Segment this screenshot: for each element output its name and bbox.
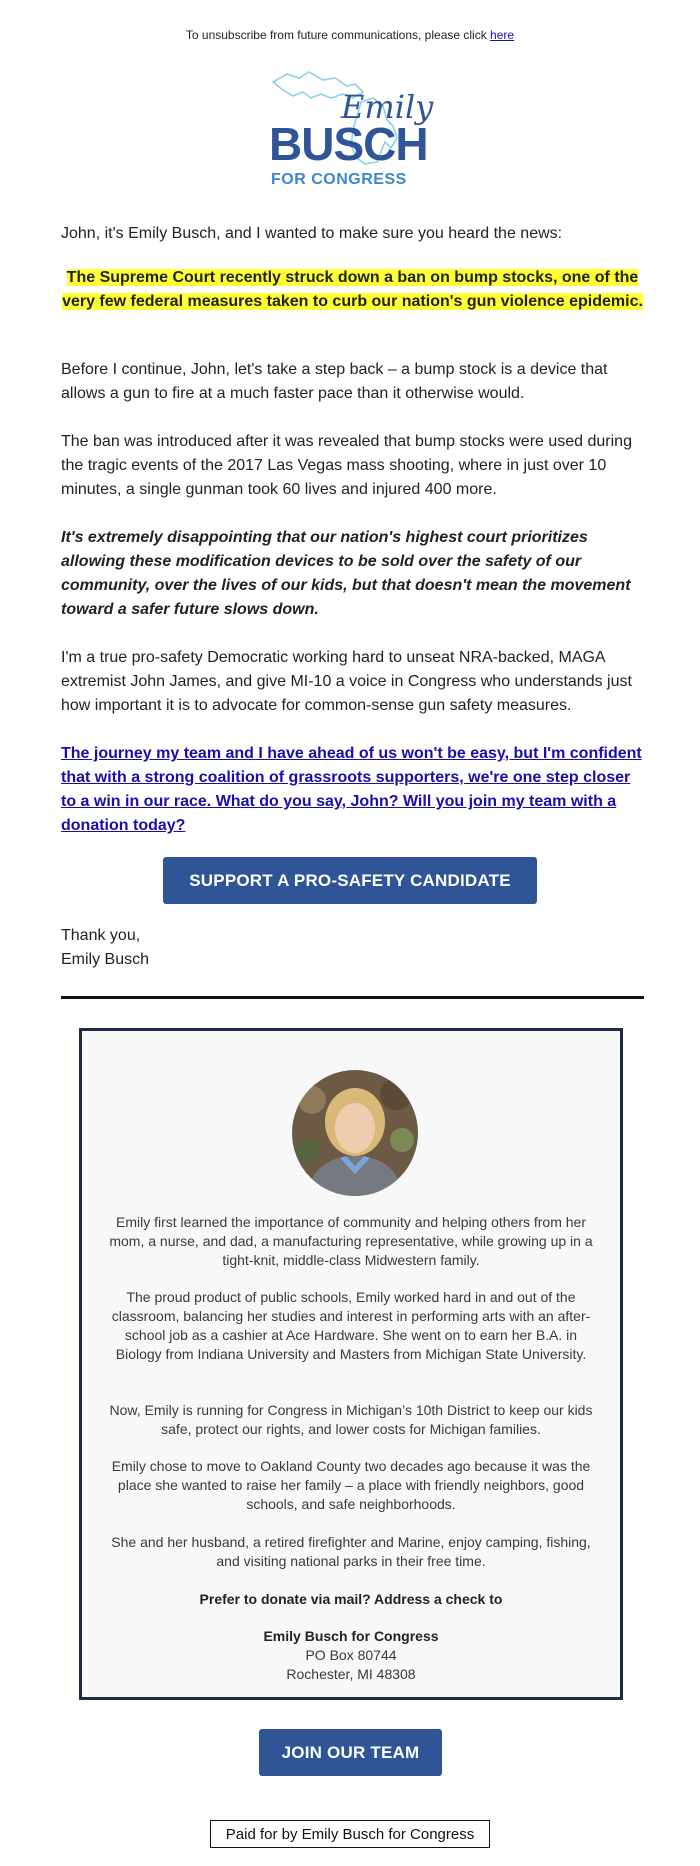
unsubscribe-line	[0, 28, 700, 42]
bio-paragraph-education: The proud product of public schools, Emily worked hard in and out of the classroom, balancing her studies and interest in performing arts with an after-school job as a cashier at Ace Hardware. She went on to earn her B.A. in Biology from Indiana University and Masters from Michigan State University.	[111, 1289, 591, 1362]
bio-paragraph-upbringing: Emily first learned the importance of community and helping others from her mom, a nurse, and dad, a manufacturing representative, while growing up in a tight-knit, middle-class Midwestern family.	[109, 1214, 593, 1268]
bio-paragraph-running: Now, Emily is running for Congress in Michigan’s 10th District to keep our kids safe, protect our rights, and lower costs for Michigan families.	[109, 1402, 593, 1437]
bio-paragraph-oakland: Emily chose to move to Oakland County two decades ago because it was the place she wanted to raise her family – a place with friendly neighbors, good schools, and safe neighborhoods.	[111, 1458, 591, 1512]
unsubscribe-text: To unsubscribe from future communications, please click	[185, 28, 491, 42]
mail-po-box: PO Box 80744	[305, 1647, 397, 1663]
unsubscribe-link[interactable]: here	[490, 28, 515, 42]
paragraph-disappointing	[61, 526, 644, 622]
signoff-name: Emily Busch	[61, 951, 150, 968]
logo-last-name: BUSCH	[269, 118, 428, 170]
paragraph-bump-stock	[61, 358, 644, 406]
avatar	[292, 1070, 418, 1196]
bio-paragraph-family: She and her husband, a retired firefighter and Marine, enjoy camping, fishing, and visiting national parks in their free time.	[111, 1534, 591, 1569]
highlight-block	[61, 266, 644, 314]
logo-tagline: FOR CONGRESS	[271, 171, 407, 188]
campaign-logo	[265, 68, 445, 196]
paragraph-pro-safety	[61, 646, 644, 718]
mail-donation-heading: Prefer to donate via mail? Address a check to	[199, 1591, 503, 1607]
section-divider	[61, 996, 644, 999]
bio-card	[79, 1028, 623, 1700]
signoff	[61, 924, 644, 972]
mail-city: Rochester, MI 48308	[286, 1666, 416, 1682]
join-team-button[interactable]: JOIN OUR TEAM	[259, 1729, 442, 1776]
greeting-text: John, it's Emily Busch, and I wanted to make sure you heard the news:	[61, 225, 563, 242]
mail-recipient-name: Emily Busch for Congress	[263, 1628, 439, 1644]
highlight-text: The Supreme Court recently struck down a ban on bump stocks, one of the very few federal measures taken to curb our nation's gun violence epidemic.	[62, 269, 643, 310]
logo-first-name: Emily	[341, 88, 434, 126]
signoff-thanks: Thank you,	[61, 927, 141, 944]
paragraph-text: It's extremely disappointing that our nation's highest court prioritizes allowing these modification devices to be sold over the safety of our community, over the lives of our kids, but that doesn't mean the movement toward a safer future slows down.	[61, 529, 631, 618]
paragraph-ban-history	[61, 430, 644, 502]
paragraph-text: I'm a true pro-safety Democratic working hard to unseat NRA-backed, MAGA extremist John James, and give MI-10 a voice in Congress who understands just how important it is to advocate for common-sense gun safety measures.	[61, 649, 632, 714]
paragraph-text: Before I continue, John, let's take a step back – a bump stock is a device that allows a gun to fire at a much faster pace than it otherwise would.	[61, 361, 608, 402]
donation-link[interactable]: The journey my team and I have ahead of us won't be easy, but I'm confident that with a strong coalition of grassroots supporters, we're one step closer to a win in our race. What do you say, John? Will you join my team with a donation today?	[61, 745, 642, 834]
paragraph-text: The ban was introduced after it was revealed that bump stocks were used during the tragic events of the 2017 Las Vegas mass shooting, where in just over 10 minutes, a single gunman took 60 lives and injured 400 more.	[61, 433, 632, 498]
donation-link-paragraph	[61, 742, 644, 838]
paid-for-disclaimer: Paid for by Emily Busch for Congress	[210, 1820, 490, 1848]
email-greeting	[61, 222, 644, 246]
support-candidate-button[interactable]: SUPPORT A PRO-SAFETY CANDIDATE	[163, 857, 537, 904]
